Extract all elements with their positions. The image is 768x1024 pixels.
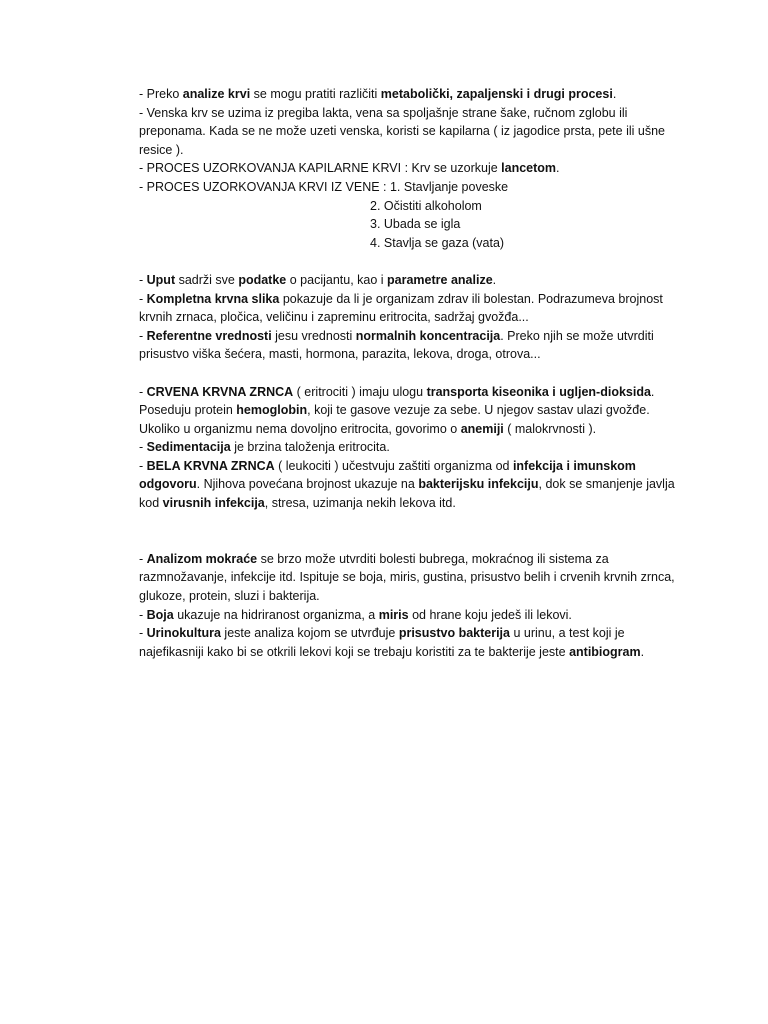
text: se mogu pratiti različiti — [250, 87, 381, 101]
bold-term: miris — [378, 607, 409, 622]
bold-term: Boja — [146, 607, 174, 622]
text: jeste analiza kojom se utvrđuje — [220, 626, 399, 641]
text: - — [139, 440, 147, 455]
text: . — [492, 272, 497, 287]
text: . Preko njih se može utvrditi prisustvo viška šećera, masti, hormona, parazita, lekova, droga, otrova... — [139, 328, 654, 362]
bold-term: bakterijsku infekciju — [418, 477, 539, 492]
process-step: 3. Ubada se igla — [370, 217, 461, 232]
bold-term: Referentne vrednosti — [146, 328, 272, 343]
text: - — [139, 328, 147, 343]
paragraph-complete-blood-count — [139, 290, 679, 327]
bold-term: BELA KRVNA ZRNCA — [146, 458, 275, 473]
text: - — [139, 626, 147, 641]
bold-term: anemiji — [460, 421, 504, 436]
text: o pacijantu, kao i — [286, 272, 388, 287]
text: je brzina taloženja eritrocita. — [230, 440, 390, 455]
bold-term: Uput — [146, 272, 176, 287]
text: , dok se smanjenje javlja kod — [139, 477, 675, 511]
text: - PROCES UZORKOVANJA KAPILARNE KRVI : Krv se uzorkuje — [139, 161, 502, 176]
bold-term: infekcija i imunskom odgovoru — [139, 458, 636, 492]
text: , koji te gasove vezuje za sebe. U njegov sastav ulazi gvožđe. Ukoliko u organizmu nema dovoljno eritrocita, govorimo o — [139, 403, 650, 436]
paragraph-sedimentation — [139, 438, 679, 457]
text: . — [556, 161, 560, 176]
text: se brzo može utvrditi bolesti bubrega, mokraćnog ili sistema za razmnožavanje, infekcije itd. Ispituje se boja, miris, gustina, prisustvo belih i crvenih krvnih zrnca, glukoze, protein, sluzi i bakterija. — [139, 551, 675, 604]
text: ( leukociti ) učestvuju zaštiti organizma od — [274, 458, 513, 473]
text: . Njihova povećana brojnost ukazuje na — [196, 477, 419, 492]
paragraph-urinalysis — [139, 550, 679, 606]
text: . — [640, 644, 645, 659]
document-body — [139, 85, 679, 661]
bold-term: CRVENA KRVNA ZRNCA — [146, 384, 294, 399]
text: ( malokrvnosti ). — [503, 421, 597, 436]
process-step: 4. Stavlja se gaza (vata) — [370, 235, 505, 250]
text: - — [139, 384, 147, 399]
text: . — [612, 87, 617, 101]
paragraph-blood-analysis — [139, 85, 679, 104]
bold-term: Urinokultura — [146, 626, 221, 641]
bold-term: lancetom — [501, 161, 557, 176]
bold-term: Sedimentacija — [146, 440, 231, 455]
text: sadrži sve — [175, 272, 239, 287]
paragraph-venous-process: - PROCES UZORKOVANJA KRVI IZ VENE : 1. Stavljanje poveske — [139, 179, 509, 194]
spacer — [139, 513, 679, 532]
text: ( eritrociti ) imaju ulogu — [293, 384, 427, 399]
text: - Preko — [139, 87, 183, 101]
text: . Poseduju protein — [139, 384, 655, 418]
text: od hrane koju jedeš ili lekovi. — [408, 607, 572, 622]
bold-term: Analizom mokraće — [146, 551, 258, 566]
text: - — [139, 291, 147, 306]
bold-term: transporta kiseonika i ugljen-dioksida — [426, 384, 651, 399]
text: u urinu, a test koji je najefikasniji kako bi se otkrili lekovi koji se trebaju koristiti za te bakterije jeste — [139, 626, 625, 659]
paragraph-white-blood-cells — [139, 457, 679, 513]
paragraph-red-blood-cells — [139, 383, 679, 439]
paragraph-referral — [139, 271, 679, 290]
bold-term: parametre analize — [387, 272, 493, 287]
bold-term: virusnih infekcija — [162, 496, 265, 511]
text: - — [139, 607, 147, 622]
text: - — [139, 458, 147, 473]
paragraph-venous-blood: - Venska krv se uzima iz pregiba lakta, vena sa spoljašnje strane šake, ručnom zglobu ili preponama. Kada se ne može uzeti venska, koristi se kapilarna ( iz jagodice prsta, pete ili ušne resice ). — [139, 105, 665, 157]
spacer — [139, 252, 679, 271]
text: - — [139, 551, 147, 566]
paragraph-capillary-process — [139, 159, 679, 178]
bold-term: podatke — [238, 272, 287, 287]
paragraph-reference-values — [139, 327, 679, 364]
bold-term: hemoglobin — [236, 403, 308, 418]
text: pokazuje da li je organizam zdrav ili bolestan. Podrazumeva brojnost krvnih zrnaca, pločica, veličinu i zapreminu eritrocita, sadržaj gvožđa... — [139, 291, 663, 325]
text: ukazuje na hidriranost organizma, a — [173, 607, 379, 622]
bold-term: prisustvo bakterija — [398, 626, 510, 641]
bold-term: analize krvi — [182, 87, 251, 101]
paragraph-urine-color — [139, 606, 679, 625]
paragraph-urine-culture — [139, 624, 679, 661]
bold-term: metabolički, zapaljenski i drugi procesi — [380, 87, 613, 101]
bold-term: Kompletna krvna slika — [146, 291, 280, 306]
bold-term: antibiogram — [569, 644, 641, 659]
process-step: 2. Očistiti alkoholom — [370, 198, 482, 213]
bold-term: normalnih koncentracija — [355, 328, 501, 343]
spacer — [139, 364, 679, 383]
text: - — [139, 272, 147, 287]
spacer — [139, 531, 679, 550]
text: jesu vrednosti — [271, 328, 356, 343]
text: , stresa, uzimanja nekih lekova itd. — [264, 496, 456, 511]
